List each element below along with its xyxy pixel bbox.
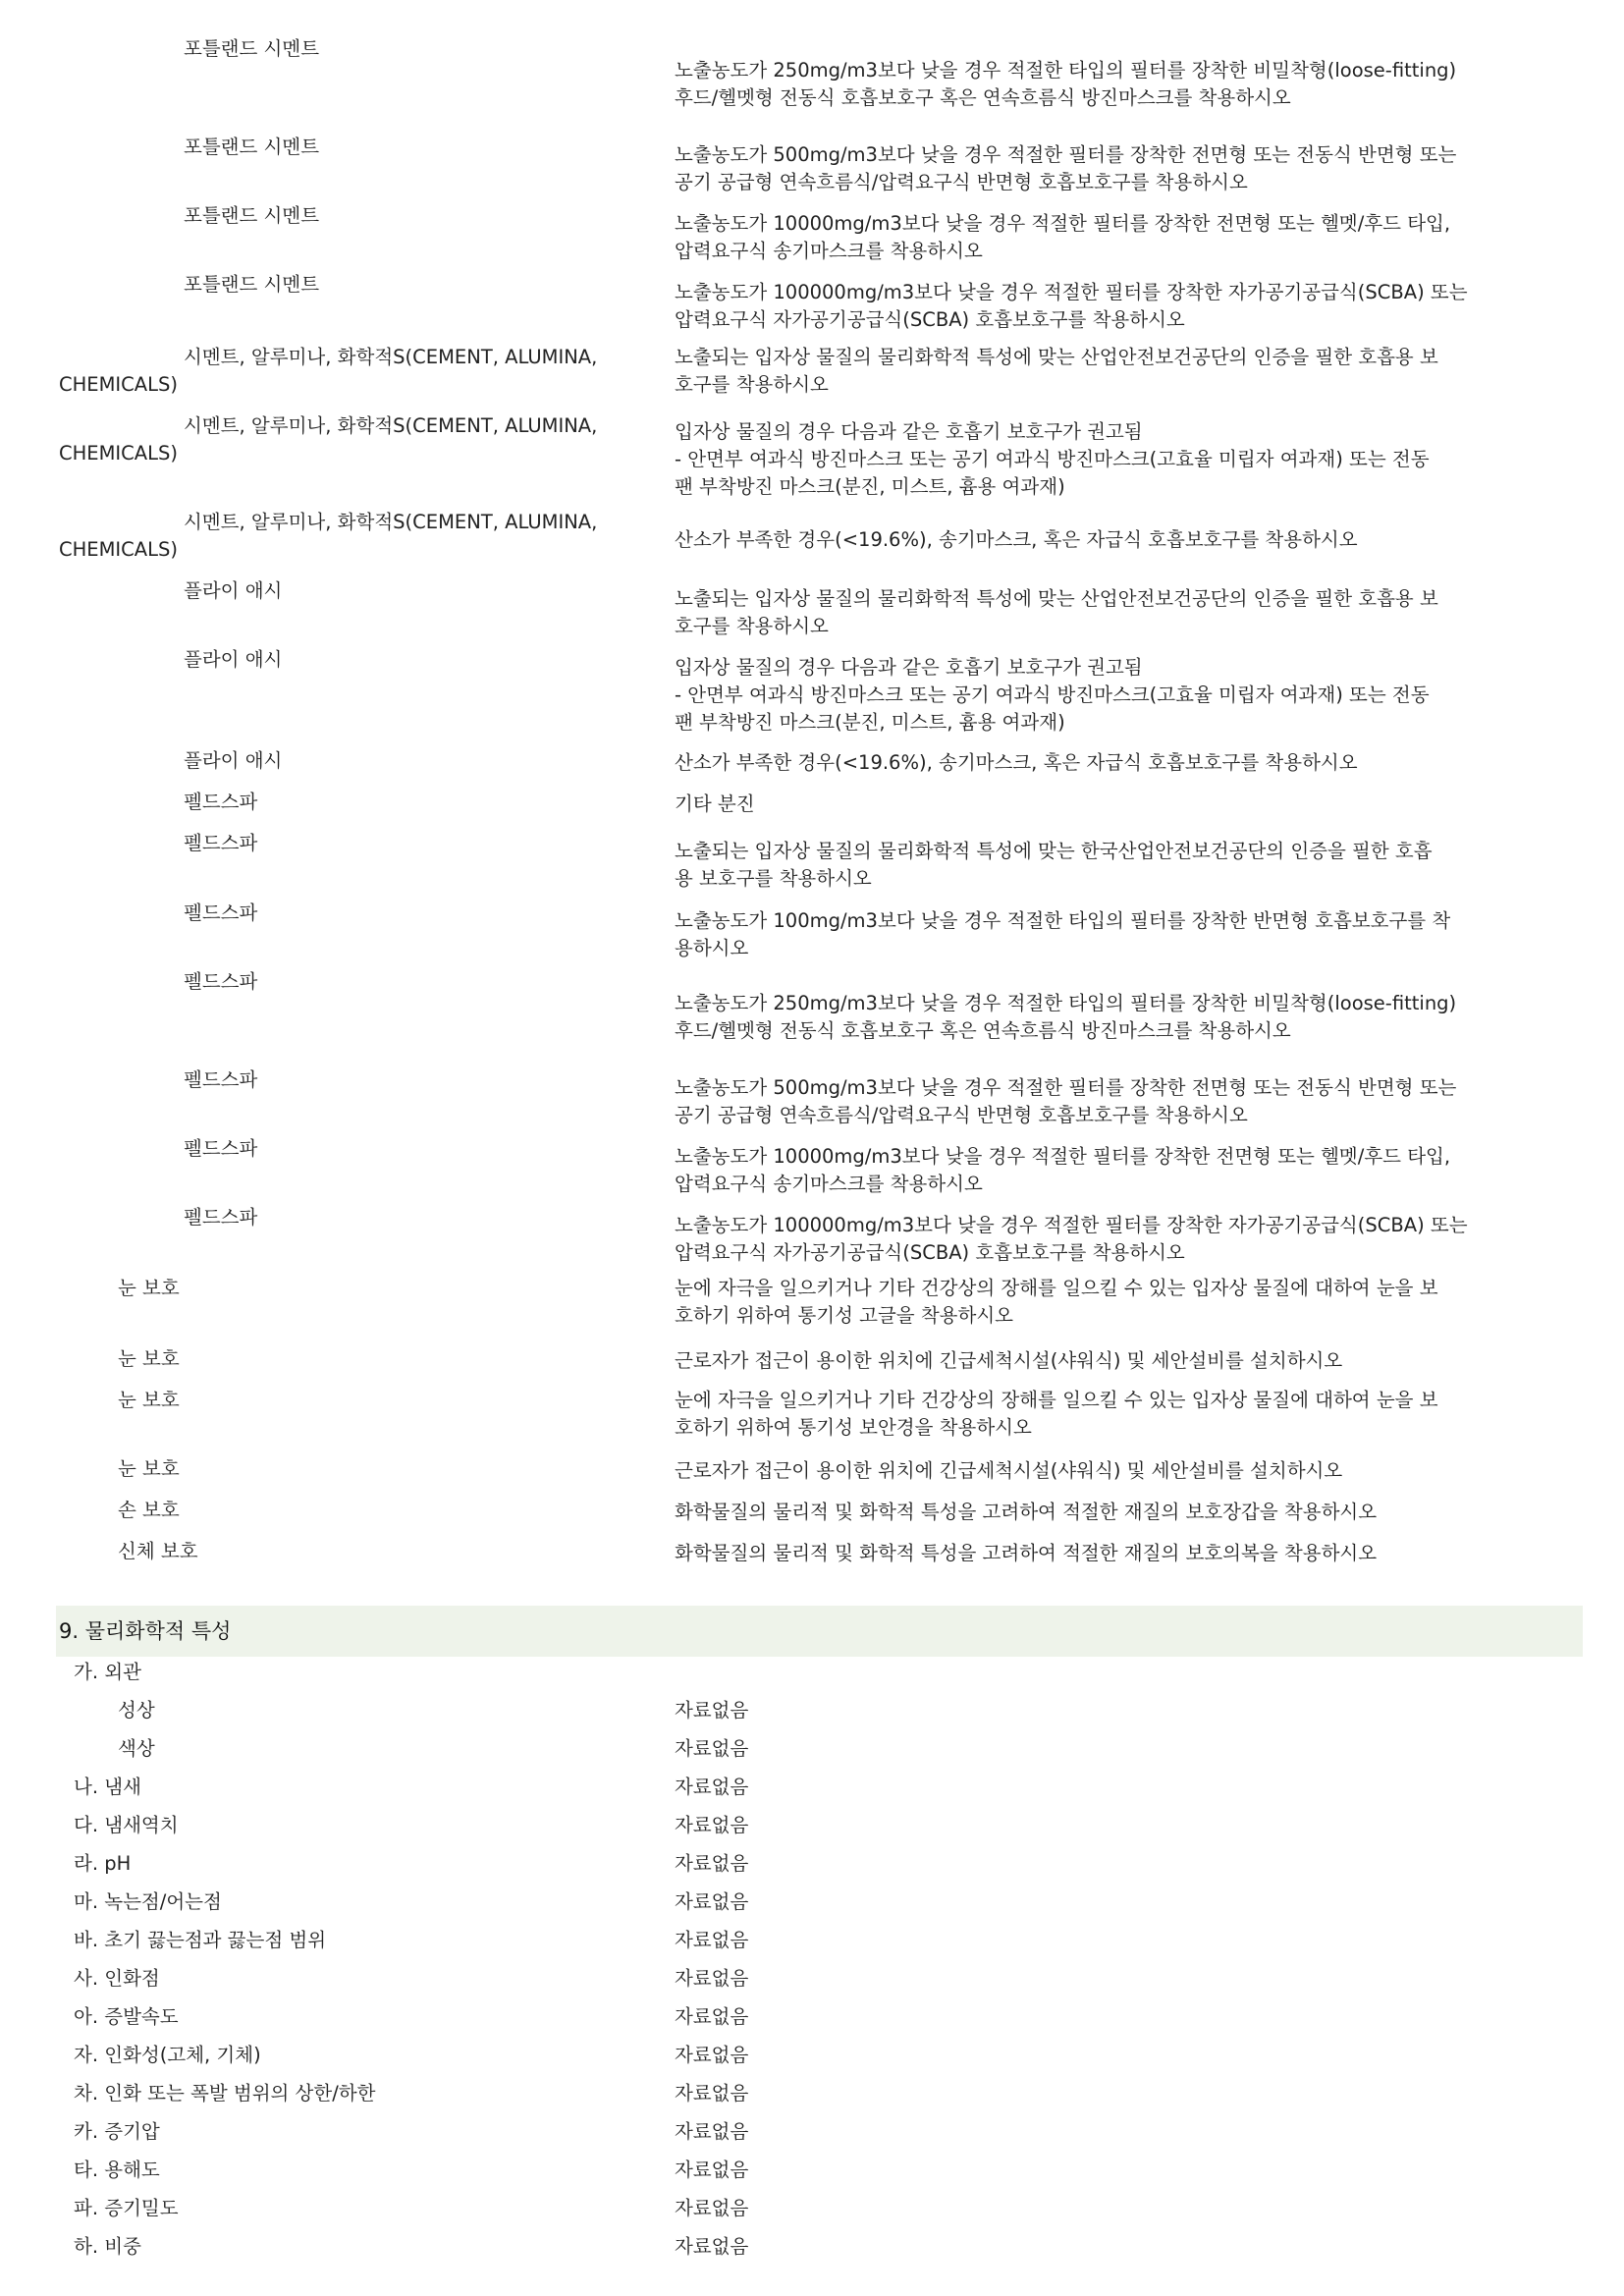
property-label: 마. 녹는점/어는점 <box>74 1890 222 1913</box>
respiratory-row-label: 포틀랜드 시멘트 <box>184 37 320 60</box>
property-label: 다. 냄새역치 <box>74 1814 179 1836</box>
property-value: 자료없음 <box>675 1776 749 1798</box>
respiratory-row-text: 입자상 물질의 경우 다음과 같은 호흡기 보호구가 권고됨 - 안면부 여과식 방진마스크 또는 공기 여과식 방진마스크(고효율 미립자 여과재) 또는 전동 팬 부착방진 마스크(분진, 미스트, 흄용 여과재) <box>675 420 1430 498</box>
respiratory-row-label: 펠드스파 <box>184 902 258 924</box>
respiratory-row-label: 플라이 애시 <box>184 579 283 602</box>
respiratory-row-label: 펠드스파 <box>184 1068 258 1091</box>
protection-row-text: 눈에 자극을 일으키거나 기타 건강상의 장해를 일으킬 수 있는 입자상 물질에 대하여 눈을 보 호하기 위하여 통기성 고글을 착용하시오 <box>675 1277 1438 1327</box>
respiratory-row-label: 포틀랜드 시멘트 <box>184 136 320 158</box>
property-value: 자료없음 <box>675 1929 749 1951</box>
respiratory-row-label: 펠드스파 <box>184 1137 258 1160</box>
respiratory-row-label: 플라이 애시 <box>184 749 283 772</box>
respiratory-row-label: 시멘트, 알루미나, 화학적S(CEMENT, ALUMINA, CHEMICALS) <box>59 511 598 561</box>
property-value: 자료없음 <box>675 2044 749 2066</box>
property-label: 나. 냄새 <box>74 1776 141 1798</box>
respiratory-row-text: 산소가 부족한 경우(<19.6%), 송기마스크, 혹은 자급식 호흡보호구를 착용하시오 <box>675 528 1358 551</box>
property-value: 자료없음 <box>675 2120 749 2143</box>
respiratory-row-label: 시멘트, 알루미나, 화학적S(CEMENT, ALUMINA, CHEMICALS) <box>59 346 598 396</box>
respiratory-row-text: 노출농도가 100mg/m3보다 낮을 경우 적절한 타입의 필터를 장착한 반면형 호흡보호구를 착 용하시오 <box>675 909 1451 959</box>
respiratory-row-text: 노출농도가 10000mg/m3보다 낮을 경우 적절한 필터를 장착한 전면형 또는 헬멧/후드 타입, 압력요구식 송기마스크를 착용하시오 <box>675 212 1451 262</box>
property-label: 하. 비중 <box>74 2235 141 2258</box>
respiratory-row-text: 입자상 물질의 경우 다음과 같은 호흡기 보호구가 권고됨 - 안면부 여과식 방진마스크 또는 공기 여과식 방진마스크(고효율 미립자 여과재) 또는 전동 팬 부착방진 마스크(분진, 미스트, 흄용 여과재) <box>675 656 1430 734</box>
respiratory-row-label: 펠드스파 <box>184 1206 258 1229</box>
property-value: 자료없음 <box>675 2082 749 2105</box>
protection-row-text: 눈에 자극을 일으키거나 기타 건강상의 장해를 일으킬 수 있는 입자상 물질에 대하여 눈을 보 호하기 위하여 통기성 보안경을 착용하시오 <box>675 1389 1438 1439</box>
respiratory-row-text: 노출농도가 100000mg/m3보다 낮을 경우 적절한 필터를 장착한 자가공기공급식(SCBA) 또는 압력요구식 자가공기공급식(SCBA) 호흡보호구를 착용하시오 <box>675 1214 1468 1264</box>
respiratory-row-label: 펠드스파 <box>184 970 258 993</box>
property-label: 아. 증발속도 <box>74 2005 179 2028</box>
respiratory-row-label: 펠드스파 <box>184 832 258 854</box>
property-label: 가. 외관 <box>74 1661 141 1683</box>
property-value: 자료없음 <box>675 1890 749 1913</box>
respiratory-row-text: 노출되는 입자상 물질의 물리화학적 특성에 맞는 산업안전보건공단의 인증을 필한 호흡용 보 호구를 착용하시오 <box>675 346 1438 396</box>
protection-row-label: 손 보호 <box>118 1499 180 1521</box>
respiratory-row-text: 산소가 부족한 경우(<19.6%), 송기마스크, 혹은 자급식 호흡보호구를 착용하시오 <box>675 751 1358 774</box>
property-value: 자료없음 <box>675 2005 749 2028</box>
protection-row-label: 눈 보호 <box>118 1389 180 1411</box>
section-title: 9. 물리화학적 특성 <box>59 1619 232 1643</box>
protection-row-text: 근로자가 접근이 용이한 위치에 긴급세척시설(샤워식) 및 세안설비를 설치하시오 <box>675 1349 1343 1372</box>
protection-row-label: 눈 보호 <box>118 1277 180 1299</box>
property-label: 성상 <box>118 1699 155 1722</box>
property-value: 자료없음 <box>675 2159 749 2181</box>
protection-row-label: 신체 보호 <box>118 1540 198 1562</box>
property-value: 자료없음 <box>675 1852 749 1875</box>
property-label: 차. 인화 또는 폭발 범위의 상한/하한 <box>74 2082 376 2105</box>
respiratory-row-text: 노출농도가 250mg/m3보다 낮을 경우 적절한 타입의 필터를 장착한 비밀착형(loose-fitting) 후드/헬멧형 전동식 호흡보호구 혹은 연속흐름식 방진마스크를 착용하시오 <box>675 992 1457 1042</box>
property-label: 카. 증기압 <box>74 2120 160 2143</box>
respiratory-row-text: 노출농도가 10000mg/m3보다 낮을 경우 적절한 필터를 장착한 전면형 또는 헬멧/후드 타입, 압력요구식 송기마스크를 착용하시오 <box>675 1145 1451 1195</box>
respiratory-row-text: 노출되는 입자상 물질의 물리화학적 특성에 맞는 산업안전보건공단의 인증을 필한 호흡용 보 호구를 착용하시오 <box>675 587 1438 637</box>
property-label: 색상 <box>118 1737 155 1760</box>
property-label: 타. 용해도 <box>74 2159 160 2181</box>
respiratory-row-text: 노출농도가 250mg/m3보다 낮을 경우 적절한 타입의 필터를 장착한 비밀착형(loose-fitting) 후드/헬멧형 전동식 호흡보호구 혹은 연속흐름식 방진마스크를 착용하시오 <box>675 59 1457 109</box>
respiratory-row-label: 플라이 애시 <box>184 648 283 671</box>
respiratory-row-text: 노출농도가 100000mg/m3보다 낮을 경우 적절한 필터를 장착한 자가공기공급식(SCBA) 또는 압력요구식 자가공기공급식(SCBA) 호흡보호구를 착용하시오 <box>675 281 1468 331</box>
protection-row-label: 눈 보호 <box>118 1457 180 1480</box>
property-value: 자료없음 <box>675 2235 749 2258</box>
property-value: 자료없음 <box>675 1699 749 1722</box>
property-value: 자료없음 <box>675 2197 749 2219</box>
protection-row-text: 근로자가 접근이 용이한 위치에 긴급세척시설(샤워식) 및 세안설비를 설치하시오 <box>675 1459 1343 1482</box>
property-label: 라. pH <box>74 1852 132 1875</box>
protection-row-text: 화학물질의 물리적 및 화학적 특성을 고려하여 적절한 재질의 보호의복을 착용하시오 <box>675 1542 1378 1564</box>
respiratory-row-label: 시멘트, 알루미나, 화학적S(CEMENT, ALUMINA, CHEMICALS) <box>59 414 598 465</box>
property-value: 자료없음 <box>675 1814 749 1836</box>
respiratory-row-text: 기타 분진 <box>675 793 755 815</box>
respiratory-row-label: 포틀랜드 시멘트 <box>184 273 320 296</box>
protection-row-text: 화학물질의 물리적 및 화학적 특성을 고려하여 적절한 재질의 보호장갑을 착용하시오 <box>675 1501 1378 1523</box>
property-label: 사. 인화점 <box>74 1967 160 1990</box>
property-value: 자료없음 <box>675 1967 749 1990</box>
property-value: 자료없음 <box>675 1737 749 1760</box>
respiratory-row-text: 노출농도가 500mg/m3보다 낮을 경우 적절한 필터를 장착한 전면형 또는 전동식 반면형 또는 공기 공급형 연속흐름식/압력요구식 반면형 호흡보호구를 착용하시오 <box>675 143 1457 193</box>
protection-row-label: 눈 보호 <box>118 1347 180 1370</box>
property-label: 파. 증기밀도 <box>74 2197 179 2219</box>
property-label: 자. 인화성(고체, 기체) <box>74 2044 261 2066</box>
section-header-bar <box>56 1606 1583 1657</box>
property-label: 바. 초기 끓는점과 끓는점 범위 <box>74 1929 327 1951</box>
respiratory-row-text: 노출농도가 500mg/m3보다 낮을 경우 적절한 필터를 장착한 전면형 또는 전동식 반면형 또는 공기 공급형 연속흐름식/압력요구식 반면형 호흡보호구를 착용하시오 <box>675 1076 1457 1126</box>
respiratory-row-label: 포틀랜드 시멘트 <box>184 204 320 227</box>
respiratory-row-text: 노출되는 입자상 물질의 물리화학적 특성에 맞는 한국산업안전보건공단의 인증을 필한 호흡 용 보호구를 착용하시오 <box>675 840 1433 890</box>
respiratory-row-label: 펠드스파 <box>184 791 258 813</box>
